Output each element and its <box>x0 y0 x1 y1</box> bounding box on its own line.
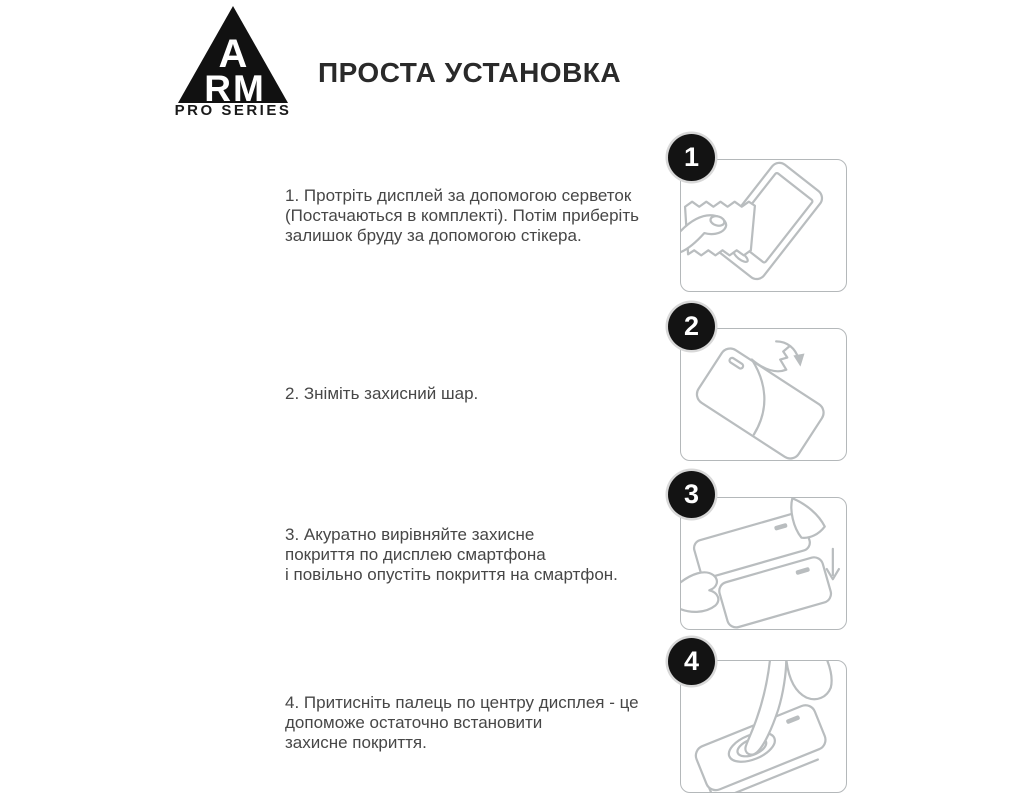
step-1-line-2: (Постачаються в комплекті). Потім приберіть <box>285 206 639 225</box>
align-protector-illustration-icon <box>681 498 846 629</box>
step-4-number: 4 <box>683 646 700 676</box>
peel-protective-layer-illustration-icon <box>681 329 846 460</box>
step-1-number-badge <box>668 134 715 181</box>
step-3-illustration-panel <box>680 497 847 630</box>
step-4-line-2: допоможе остаточно встановити <box>285 713 543 732</box>
step-2-instructions <box>285 384 680 404</box>
step-4-line-1: 4. Притисніть палець по центру дисплея - це <box>285 693 639 712</box>
step-3-number: 3 <box>683 479 700 509</box>
step-2-illustration-panel <box>680 328 847 461</box>
step-2-number: 2 <box>683 311 700 341</box>
step-4-line-3: захисне покриття. <box>285 733 427 752</box>
logo-letters-rm: RM <box>204 68 266 105</box>
press-display-center-illustration-icon <box>681 661 846 792</box>
step-1-instructions <box>285 186 680 246</box>
step-3-line-1: 3. Акуратно вирівняйте захисне <box>285 525 535 544</box>
step-3-line-2: покриття по дисплею смартфона <box>285 545 546 564</box>
logo-subtitle: PRO SERIES <box>174 102 292 119</box>
step-2-number-badge <box>668 303 715 350</box>
step-1-line-1: 1. Протріть дисплей за допомогою серветок <box>285 186 632 205</box>
step-3-line-3: і повільно опустіть покриття на смартфон. <box>285 565 618 584</box>
step-1-line-3: залишок бруду за допомогою стікера. <box>285 226 582 245</box>
wipe-display-illustration-icon <box>681 160 846 291</box>
step-3-number-badge <box>668 471 715 518</box>
step-1-illustration-panel <box>680 159 847 292</box>
page-title: ПРОСТА УСТАНОВКА <box>318 57 622 88</box>
arm-logo <box>174 5 292 105</box>
step-2-line-1: 2. Зніміть захисний шар. <box>285 384 479 403</box>
step-4-instructions <box>285 693 680 753</box>
step-4-number-badge <box>668 638 715 685</box>
step-1-number: 1 <box>683 142 700 172</box>
logo-letter-a: A <box>218 32 248 76</box>
step-3-instructions <box>285 525 680 585</box>
